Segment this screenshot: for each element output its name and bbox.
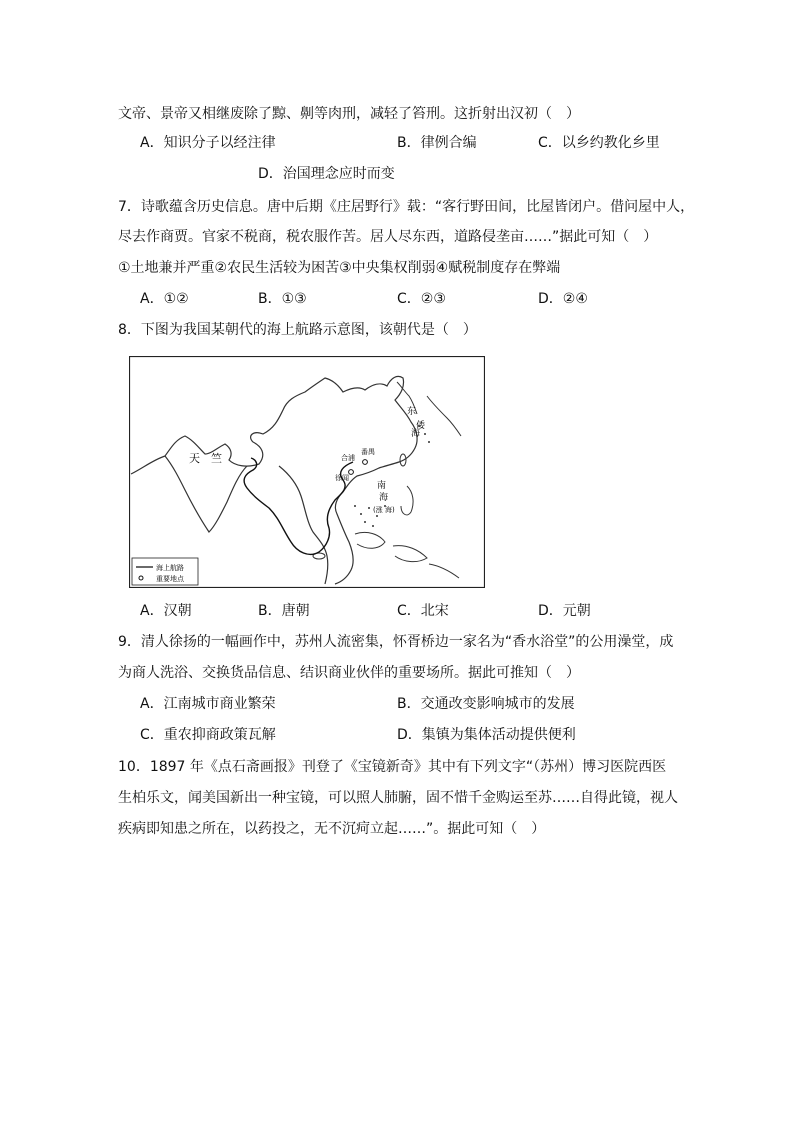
q10-stem-line3: 疾病即知患之所在，以药投之，无不沉疴立起……”。据此可知（ ） [118,821,546,837]
map-label-wo: 倭 [416,421,426,431]
map-label-hai: 海 [411,429,421,439]
q6-stem: 文帝、景帝又相继废除了黥、劓等肉刑，减轻了笞刑。这折射出汉初（ ） [118,106,580,122]
q8-option-d[interactable]: D．元朝 [538,603,591,619]
maritime-route-map [129,356,485,588]
q7-stem-line1: 7．诗歌蕴含历史信息。唐中后期《庄居野行》载：“客行野田间，比屋皆闭户。借问屋中人， [118,199,695,215]
place-marker-panyu [363,460,368,465]
q8-option-a[interactable]: A．汉朝 [140,603,192,619]
q9-stem-line1: 9．清人徐扬的一幅画作中，苏州人流密集，怀胥桥边一家名为“香水浴堂”的公用澡堂，成 [118,634,674,650]
map-label-panyu: 番禺 [361,448,375,456]
legend-sea-route: 海上航路 [156,564,184,572]
q10-stem-line2: 生柏乐文，闻美国新出一种宝镜，可以照人肺腑，固不惜千金购运至苏……自得此镜，视人 [118,790,678,806]
map-label-nanhai: 南 [377,481,387,491]
q7-option-a[interactable]: A．①② [140,291,189,307]
q9-option-c[interactable]: C．重农抑商政策瓦解 [140,727,276,743]
map-label-nanhai2: 海 [379,493,389,503]
q8-option-b[interactable]: B．唐朝 [258,603,310,619]
place-marker-xuwen [349,470,354,475]
q6-option-a[interactable]: A．知识分子以经注律 [140,135,276,151]
map-legend [132,558,198,585]
q10-stem-line1: 10．1897 年《点石斋画报》刊登了《宝镜新奇》其中有下列文字“（苏州）博习医院西医 [118,759,667,775]
map-label-tianzhu: 天 竺 [189,452,222,465]
q7-stem-line2: 尽去作商贾。官家不税商，税农服作苦。居人尽东西，道路侵垄亩……”据此可知（ ） [118,229,658,245]
q9-option-a[interactable]: A．江南城市商业繁荣 [140,696,276,712]
map-label-hepu: 合浦 [341,454,355,462]
q7-statements: ①土地兼并严重②农民生活较为困苦③中央集权削弱④赋税制度存在弊端 [118,260,561,276]
q9-option-b[interactable]: B．交通改变影响城市的发展 [397,696,575,712]
q7-option-d[interactable]: D．②④ [538,291,588,307]
q9-option-d[interactable]: D．集镇为集体活动提供便利 [397,727,576,743]
map-label-dong: 东 [407,407,417,417]
q7-option-b[interactable]: B．①③ [258,291,307,307]
q8-stem: 8．下图为我国某朝代的海上航路示意图，该朝代是（ ） [118,322,477,338]
map-label-xuwen: 徐闻 [335,474,349,482]
q6-option-d[interactable]: D．治国理念应时而变 [258,166,395,182]
q6-option-c[interactable]: C．以乡约教化乡里 [538,135,660,151]
map-label-zhanghai: (涨 海) [373,506,395,514]
q6-option-b[interactable]: B．律例合编 [397,135,477,151]
q7-option-c[interactable]: C．②③ [397,291,446,307]
legend-important-place: 重要地点 [156,575,184,583]
q9-stem-line2: 为商人洗浴、交换货品信息、结识商业伙伴的重要场所。据此可推知（ ） [118,665,580,681]
q8-option-c[interactable]: C．北宋 [397,603,449,619]
